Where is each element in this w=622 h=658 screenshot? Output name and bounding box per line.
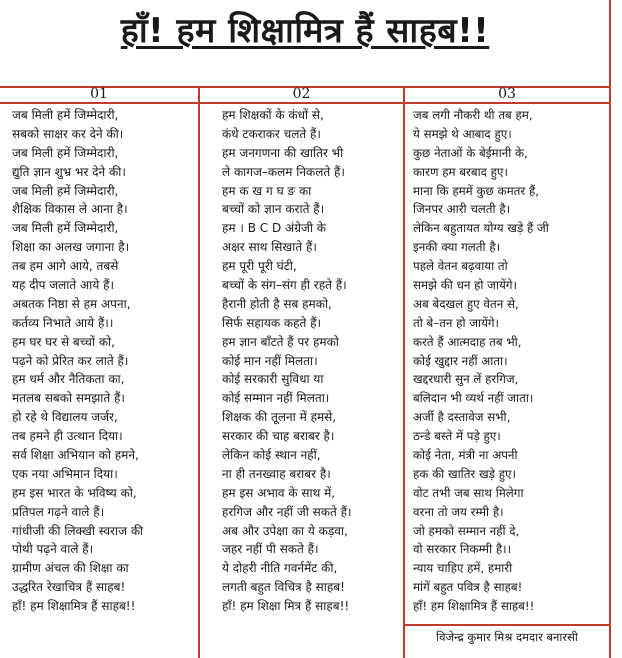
poem-line: अब बेदखल हुए वेतन से, <box>413 296 519 311</box>
poem-line: हम शिक्षकों के कंधों से, <box>222 108 324 122</box>
poem-line: ग्रामीण अंचल की शिक्षा का <box>12 561 129 576</box>
poem-line: मतलब सबको समझाते हैं। <box>12 391 125 406</box>
poem-line: जब मिली हमें जिम्मेदारी, <box>12 145 119 160</box>
poem-line: कोई नेता, मंत्री ना अपनी <box>413 448 518 463</box>
poem-line: हरगिज और नहीं जी सकते हैं। <box>222 504 352 519</box>
poem-line: समझे की धन हो जायेंगे। <box>413 278 517 293</box>
poem-line: कर्तव्य निभाते आये हैं।। <box>12 315 114 330</box>
poem-line: प्रतिपल गढ़ने वाले हैं। <box>12 504 105 519</box>
poem-line: पहले वेतन बढ़वाया तो <box>413 259 508 274</box>
right-border <box>609 0 611 658</box>
poem-line: गांधीजी की लिक्खी स्वराज की <box>12 523 144 538</box>
poem-line: हैरानी होती है सब हमको, <box>222 296 332 311</box>
poem-line: वो सरकार निकम्मी है।। <box>413 542 512 557</box>
poem-line: अब और उपेक्षा का ये कड़वा, <box>222 523 348 538</box>
poem-line: माना कि हममें कुछ कमतर हैं, <box>413 183 539 198</box>
poem-line: द्युति ज्ञान शुभ्र भर देने की। <box>12 164 126 179</box>
poem-line: वरना तो जय रम्मी है। <box>413 504 504 519</box>
poem-line: ये समझे थे आबाद हुए। <box>413 126 512 141</box>
poem-line: हम इस भारत के भविष्य को, <box>12 485 137 500</box>
poem-line: जब लगी नौकरी थी तब हम, <box>413 108 533 122</box>
poem-line: हम । B C D अंग्रेजी के <box>222 221 326 236</box>
poem-line: कोई मान नहीं मिलता। <box>222 353 318 368</box>
poem-line: अबतक निष्ठा से हम अपना, <box>12 296 131 311</box>
poem-line: उद्धरित रेखाचित्र हैं साहब! <box>12 580 126 595</box>
poem-line: पोथी पढ़ने वाले हैं। <box>12 542 94 557</box>
poem-line: करते हैं आत्मदाह तब भी, <box>413 334 522 349</box>
poem-line: बलिदान भी व्यर्थ नहीं जाता। <box>413 391 534 406</box>
poem-line: सर्व शिक्षा अभियान को हमने, <box>12 448 139 463</box>
poem-line: कारण हम बरबाद हुए। <box>413 164 508 179</box>
poem-line: पढ़ने को प्रेरित कर लाते हैं। <box>12 353 129 368</box>
column-divider-2 <box>403 86 405 658</box>
poem-line: जहर नहीं पी सकते हैं। <box>222 542 319 557</box>
poem-line: अक्षर साथ सिखाते हैं। <box>222 240 317 255</box>
poem-line: सबको साक्षर कर देने की। <box>12 126 124 141</box>
poem-line: तब हम आगे आये, तबसे <box>12 259 119 274</box>
poem-column-3 <box>413 106 549 616</box>
poem-line: हाँ! हम शिक्षा मित्र हैं साहब!! <box>222 599 350 614</box>
poem-line: हाँ! हम शिक्षामित्र हैं साहब!! <box>413 599 535 614</box>
poem-line: बच्चों के संग–संग ही रहते हैं। <box>222 278 347 293</box>
poem-line: सरकार की चाह बराबर है। <box>222 429 335 444</box>
poem-line: हम ज्ञान बाँटते हैं पर हमको <box>222 334 339 349</box>
header-rule-bottom <box>0 102 610 104</box>
poem-line: शैक्षिक विकास ले आना है। <box>12 202 128 217</box>
poem-line: हम इस अभाव के साथ में, <box>222 485 336 500</box>
poem-line: जब मिली हमें जिम्मेदारी, <box>12 221 119 236</box>
poem-line: लेकिन कोई स्थान नहीं, <box>222 448 321 463</box>
poem-line: अर्जी है दस्तावेज सभी, <box>413 410 511 425</box>
column-number-3: 03 <box>498 86 516 102</box>
poem-line: हक की खातिर खड़े हुए। <box>413 466 516 481</box>
poem-line: ये दोहरी नीति गवर्नमेंट की, <box>222 561 338 576</box>
poem-line: जिनपर आरी चलती है। <box>413 202 511 217</box>
poem-line: तो बे–तन हो जायेंगे। <box>413 315 500 330</box>
poem-line: कोई सम्मान नहीं मिलता। <box>222 391 330 406</box>
poem-line: कंधे टकराकर चलते हैं। <box>222 126 321 141</box>
poem-line: लगती बहुत विचित्र है साहब! <box>222 580 345 595</box>
poem-line: लेकिन बहुतायत योग्य खड़े हैं जी <box>413 221 549 236</box>
poem-line: हम पूरी पूरी घंटी, <box>222 259 297 274</box>
poem-line: वोट तभी जब साथ मिलेगा <box>413 485 524 500</box>
poem-column-1 <box>12 106 143 616</box>
poem-line: शिक्षक की तूलना में हमसे, <box>222 410 337 425</box>
poem-line: मांगें बहुत पवित्र है साहब! <box>413 580 523 595</box>
poem-line: हाँ! हम शिक्षामित्र हैं साहब!! <box>12 599 136 614</box>
poem-line: कुछ नेताओं के बेईमानी के, <box>413 145 528 160</box>
poem-column-2 <box>222 106 352 616</box>
poem-line: हम क ख ग घ ङ का <box>222 183 312 198</box>
poem-line: हम जनगणना की खातिर भी <box>222 145 344 160</box>
poem-line: जो हमको सम्मान नहीं दे, <box>413 523 520 538</box>
column-number-1: 01 <box>90 86 108 102</box>
poem-line: जब मिली हमें जिम्मेदारी, <box>12 108 119 122</box>
poem-line: तब हमने ही उत्थान दिया। <box>12 429 123 444</box>
poem-line: कोई खुद्दार नहीं आता। <box>413 353 508 368</box>
poem-line: ना ही तनख्वाह बराबर है। <box>222 466 331 481</box>
poem-line: बच्चों को ज्ञान कराते हैं। <box>222 202 325 217</box>
author-credit: विजेन्द्र कुमार मिश्र दमदार बनारसी <box>436 630 578 644</box>
poem-line: हम घर घर से बच्चों को, <box>12 334 115 349</box>
poem-line: शिक्षा का अलख जगाना है। <box>12 240 130 255</box>
poem-line: एक नया अभिमान दिया। <box>12 466 118 481</box>
poem-line: जब मिली हमें जिम्मेदारी, <box>12 183 119 198</box>
page-title: हाँ! हम शिक्षामित्र हैं साहब!! <box>120 11 490 51</box>
poem-line: ठन्डे बस्ते में पड़े हुए। <box>413 429 501 444</box>
poem-line: इनकी क्या गलती है। <box>413 240 501 255</box>
credit-rule <box>405 624 609 626</box>
poem-line: यह दीप जलाते आये हैं। <box>12 278 115 293</box>
column-number-2: 02 <box>292 86 311 102</box>
column-divider-1 <box>198 86 200 658</box>
poem-line: सिर्फ सहायक कहते हैं। <box>222 315 322 330</box>
poem-line: न्याय चाहिए हमें, हमारी <box>413 561 513 576</box>
poem-line: खद्दरधारी सुन लें हरगिज, <box>413 372 519 387</box>
poem-line: ले कागज–कलम निकलते हैं। <box>222 164 345 179</box>
poem-line: हम धर्म और नैतिकता का, <box>12 372 125 387</box>
poem-line: कोई सरकारी सुविधा या <box>222 372 324 387</box>
poem-line: हो रहे थे विद्यालय जर्जर, <box>12 410 118 425</box>
